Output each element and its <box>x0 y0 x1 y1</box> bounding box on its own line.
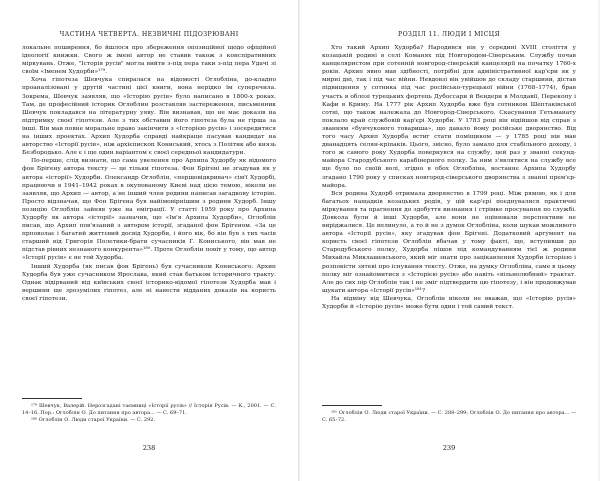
right-footnotes <box>322 405 576 424</box>
footnote-rule <box>22 398 82 399</box>
right-page <box>299 0 598 481</box>
right-paragraph-1: Хто такий Архип Худорба? Народився він у середині XVIII століття у козацькій родині в селі Команях під Новгородом-Сіверським. Службу почав канцеляристом при сотенній новгород-сіверській канцелярії на початку 1760-х років. Архип явно мав здібності, потрібні для адміністративної кар'єри як у мирні дні, так і під час війни. Невдовзі він увійшов до складу старшини, дістав підвищення у сотника під час російсько-турецької війни (1768–1774), брав участь в облозі турецьких фортець Дубоссари й Вендери в Молдавії, Перекопу і Кафи в Криму. На 1777 рік Архип Худорба вже був сотником Шептаківської сотні, що також належала до Новгород-Сіверського. Скасування Гетьманату поклало край службовій кар'єрі Худорби. У 1783 році він відійшов від справ з званням «бунчукового товариша», що давало йому російське дворянство. Від того часу Архип Худорба встиг стати поміщиком — у 1785 році він мав дванадцять селян-кріпаків. Цього, звісно, було замало для стабільного доходу, і того ж самого року Худорба повернувся на службу, цей раз у званні секунд-майора Стародубського карабінерного полку. За ним з'являтися на службу все ще було по своїй волі, згідно в обох Оглобліна, востаннє Архипа Худорбу згадано 1790 року у списках новгород-сіверського дворянства з званні прем'єр-майора. <box>322 45 576 189</box>
right-page-number: 239 <box>442 444 456 452</box>
right-running-head: РОЗДІЛ 11. ЛЮДИ І МІСЦЯ <box>398 31 500 38</box>
left-footnote-180: ¹⁸⁰ Оглоблін О. Люди старої України. — С. 292. <box>31 417 156 424</box>
left-body-text <box>22 44 276 303</box>
left-paragraph-4: Інший Худорба (як писав фон Брігень) був сучасником Кониського. Архип Худорба був уже сучасником Ярослава, який став батьком історичного тракту. Однак відірваний від київських своєї історико-відомої гіпотези Худорба мав і вершини ще зрозумілих гіпотез, але ні навести відданих доказів на користь своєї гіпотези. <box>22 263 276 302</box>
right-paragraph-3: На відміну від Шевчука, Оглоблін ніколи не вважав, що «Історію русів» Худорби й «Історію русів» може бути один і той самий текст. <box>322 295 576 310</box>
left-page <box>0 0 299 481</box>
left-paragraph-1: локальне поширення, бо йшлося про збереження опозиційної щодо офіційної ідеології книжки. Свого ж імені автор не ставив також з конспіративних міркувань. Отже, "Історія русів" могла вийти з-під пера таки з-під пера Удачі зі своїм «Іменем Худорби»¹⁷⁹. <box>22 45 276 76</box>
left-page-number: 238 <box>142 444 156 452</box>
left-running-head: ЧАСТИНА ЧЕТВЕРТА. НЕЗВИЧНІ ПІДОЗРЮВАНІ <box>59 31 239 38</box>
left-paragraph-3: По-перше, слід визнати, що сама увелення про Архипа Худорбу як відомого фон Брігену автора тексту — це тільки гіпотеза. Фон Брігені не згадував як у автора «історії» Худорби. Олександр Оглоблін, «першовідкривач» сім'ї Худорбі, працюючи в 1941–1942 роках в окупованому Києві над цією темою, ніколи не заявляв, що Архип — автор, а не інший член родини написав загадкову історію. Просто відзначав, що Фон Брігена був найімовірнішим з родини Худорб. Іншу позицію Оглоблін зайняв уже на еміграції. У статті 1959 року про Архипа Худорбу як автора «історії» зазначив, що «Ім'я Архипа Худорби», Оглоблін писав, що Архип пов'язаний з автором історії, згаданої фон Брігеном. «За це прповолає і багатий життєвий досвід Худорби, і його вік, бо він був з тих часів старший від Григорія Полетики-брати сучасників Г. Кониського, він мав не підстав рівних незнаного конкурента»¹⁸⁰. Проте Оглоблін повіт у тому, що автор «Історії русів» є не той Худорба. <box>22 158 276 262</box>
left-footnotes <box>22 398 276 425</box>
right-footnote-181: ¹⁸¹ Оглоблін О. Люди старої України. — С. 288–299; Оглоблін О. До питання про автора... — С. 65–72. <box>322 410 576 423</box>
footnote-rule <box>322 405 382 406</box>
right-paragraph-2: Вся родина Худорб отримала дворянство в 1799 році. Між рямою, як і для багатьох нащадків козацьких родів, у цій кар'єрі поєднувалися практичні міркування та прагнення до здобуття визнання і стрімке просування по службі. Довкола були й інші Худорби, але вони не оцінювали перспективи не виріджалися. Це вплинуло, а то й не з думок Оглобліна, коли шукав можливого автора «Історії русів», яку згадував фон Брігені. Додатковий аргумент на користь своєї гіпотези Оглоблін вбачав у тому факті, що, вступивши до Стародубського полку, Худорба пішов під командуванням тієї ж родини Михайла Миклашевського, який міг знати про зацікавлення Худорби історією і розповісти зятеві про існування тексту. Отже, на думку Оглобліна, саме в цьому полку міг ознайомитися з «Історією русів» або навіть «вільнолюбний» трактат. Але до сих пір Оглоблін так і не зміг підтвердити цю гіпотезу, і він продовжував шукати автора «Історії русів»¹⁸¹? <box>322 190 576 294</box>
left-footnote-179: ¹⁷⁹ Шевчук, Валерій. Нерозгадані таємниці «Історії русів» // Історія Русів. — К., 2001. — С. 14–16. Пор.: Оглоблін О. До питання про автора... — С. 69–71. <box>22 403 276 416</box>
right-body-text <box>322 44 576 311</box>
left-paragraph-2: Хоча гіпотеза Шевчука спиралася на відомості Оглобліна, до-кладно проаналізовані у другій частині цієї книги, вона нерідко їм суперечила. Зокрема, Шевчук заявляв, що «Історію русів» було написано в 1800-х роках. Там, де професійний історик Оглоблин розставляв застереження, письменник Шевчук покладався на літературну уяву. Він визнавав, що не має доказів на підтримку своєї гіпотези. Але з тих обставин його гіпотеза була не гірша за інші. Він мав повне моральне право закінчити з «Історією русів» і зосередитися на інших проектах. Архип Худорба справді найкраще пасував кандидат на авторство «Історії русів», ніж архієпископ Кониський, хтось з Політик або князь Безбородько. Але є і ще один варіантом є своєї середньої кандидатури. <box>22 77 276 157</box>
